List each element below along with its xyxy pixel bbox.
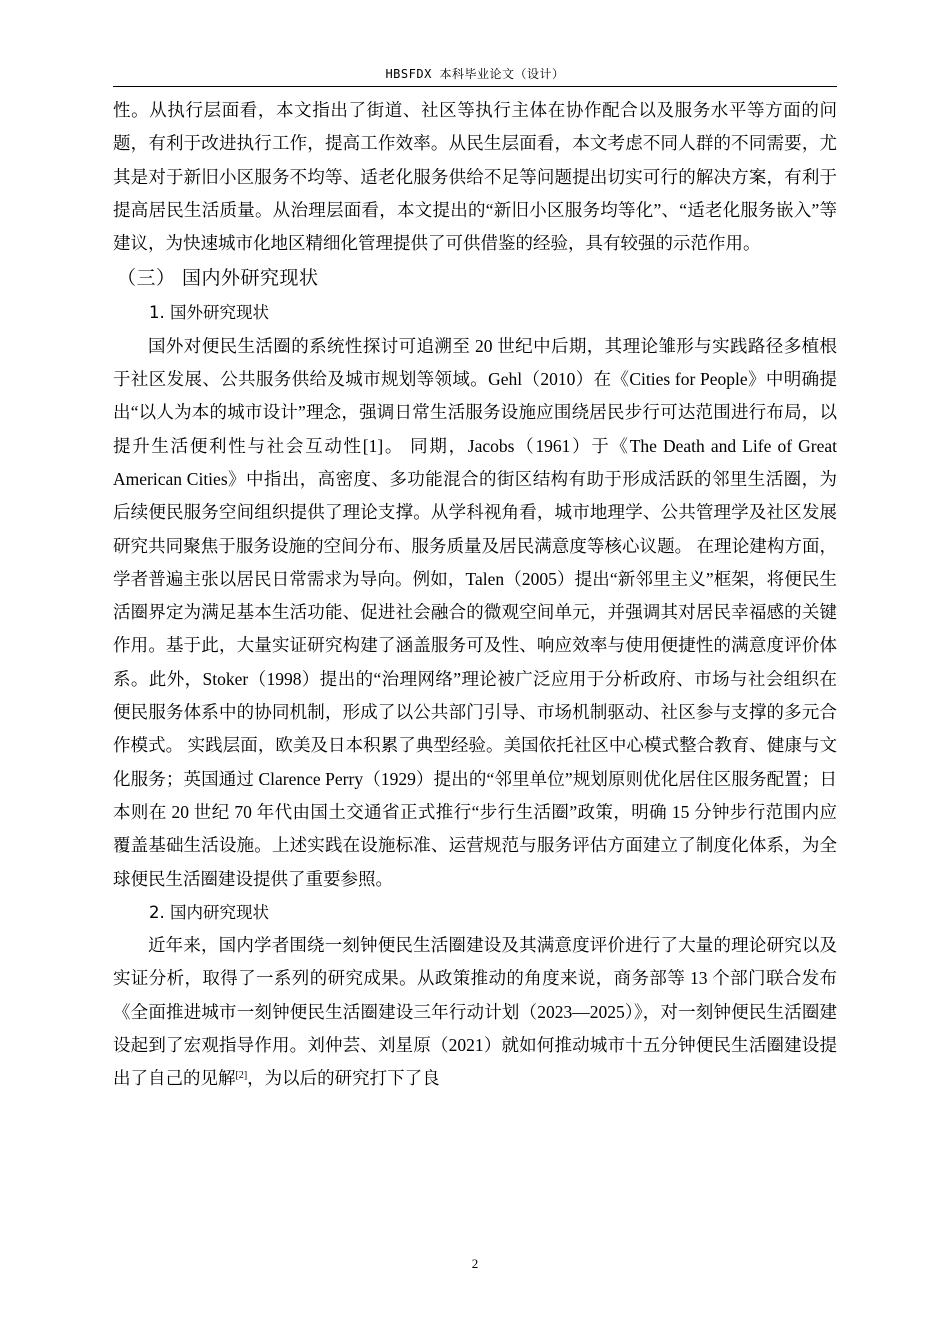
page-number: 2 <box>471 1256 479 1271</box>
section-heading-research-status: （三） 国内外研究现状 <box>117 267 319 290</box>
citation-marker: [2] <box>235 1070 248 1082</box>
subheading-foreign-research: 1. 国外研究现状 <box>149 303 269 323</box>
running-header: HBSFDX 本科毕业论文（设计） <box>385 67 565 81</box>
domestic-text-tail: ，为以后的研究打下了良 <box>247 1068 440 1089</box>
paragraph-foreign-research: 国外对便民生活圈的系统性探讨可追溯至 20 世纪中后期，其理论雏形与实践路径多植根于社区发展、公共服务供给及城市规划等领域。Gehl（2010）在《Cities for People》中明确提出“以人为本的城市设计”理念，强调日常生活服务设施应围绕居民步行可达范围进行布局，以提升生活便利性与社会互动性[1]。 同期，Jacobs（1961）于《The Death and Life of Great American Cities》中指出，高密度、多功能混合的街区结构有助于形成活跃的邻里生活圈，为后续便民服务空间组织提供了理论支撑。从学科视角看，城市地理学、公共管理学及社区发展研究共同聚焦于服务设施的空间分布、服务质量及居民满意度等核心议题。 在理论建构方面，学者普遍主张以居民日常需求为导向。例如，Talen（2005）提出“新邻里主义”框架，将便民生活圈界定为满足基本生活功能、促进社会融合的微观空间单元，并强调其对居民幸福感的关键作用。基于此，大量实证研究构建了涵盖服务可及性、响应效率与使用便捷性的满意度评价体系。此外，Stoker（1998）提出的“治理网络”理论被广泛应用于分析政府、市场与社会组织在便民服务体系中的协同机制，形成了以公共部门引导、市场机制驱动、社区参与支撑的多元合作模式。 实践层面，欧美及日本积累了典型经验。美国依托社区中心模式整合教育、健康与文化服务；英国通过 Clarence Perry（1929）提出的“邻里单位”规划原则优化居住区服务配置；日本则在 20 世纪 70 年代由国土交通省正式推行“步行生活圈”政策，明确 15 分钟步行范围内应覆盖基础生活设施。上述实践在设施标准、运营规范与服务评估方面建立了制度化体系，为全球便民生活圈建设提供了重要参照。 <box>113 335 837 889</box>
domestic-text: 近年来，国内学者围绕一刻钟便民生活圈建设及其满意度评价进行了大量的理论研究以及实证分析，取得了一系列的研究成果。从政策推动的角度来说，商务部等 13 个部门联合发布《全面推进城市一刻钟便民生活圈建设三年行动计划（2023—2025）》，对一刻钟便民生活圈建设起到了宏观指导作用。刘仲芸、刘星原（2021）就如何推动城市十五分钟便民生活圈建设提出了自己的见解 <box>113 935 837 1089</box>
header-divider <box>113 86 837 87</box>
document-body <box>113 94 837 1096</box>
paragraph-domestic-research <box>113 929 837 1095</box>
paragraph-significance: 性。从执行层面看，本文指出了街道、社区等执行主体在协作配合以及服务水平等方面的问题，有利于改进执行工作，提高工作效率。从民生层面看，本文考虑不同人群的不同需要，尤其是对于新旧小区服务不均等、适老化服务供给不足等问题提出切实可行的解决方案，有利于提高居民生活质量。从治理层面看，本文提出的“新旧小区服务均等化”、“适老化服务嵌入”等建议，为快速城市化地区精细化管理提供了可供借鉴的经验，具有较强的示范作用。 <box>113 100 837 254</box>
subheading-domestic-research: 2. 国内研究现状 <box>149 902 269 922</box>
